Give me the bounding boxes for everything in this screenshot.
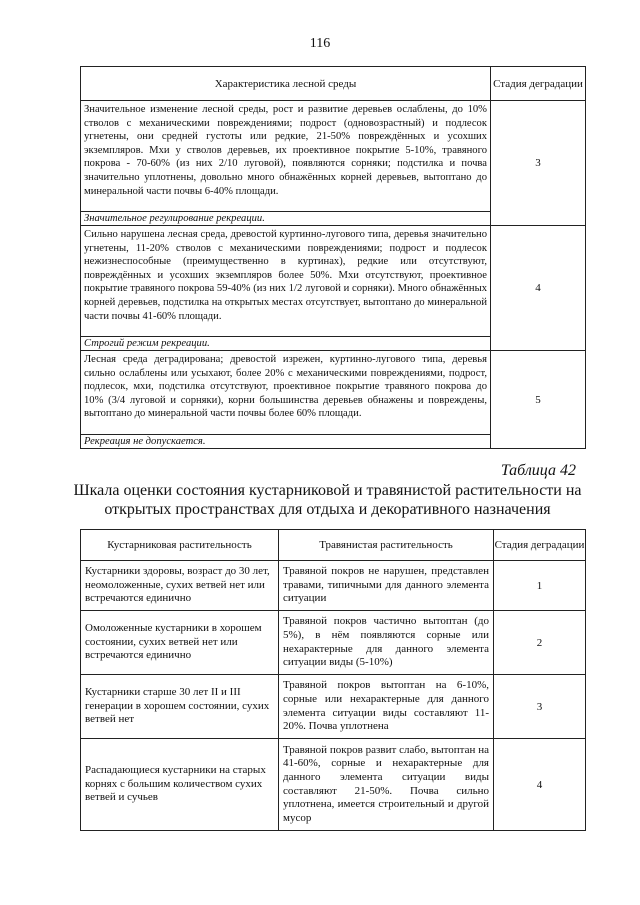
degradation-stage: 1 — [494, 561, 586, 611]
table-row — [81, 675, 586, 739]
table-number-label: Таблица 42 — [500, 462, 576, 479]
table-row — [81, 561, 586, 611]
table-row — [81, 611, 586, 675]
grass-description: Травяной покров вытоптан на 6-10%, сорные или нехарактерные для данного элемента ситуации виды составляют 11-20%. Почва уплотнена — [279, 675, 494, 739]
degradation-stage: 3 — [494, 675, 586, 739]
recreation-note: Строгий режим рекреации. — [81, 337, 491, 351]
table-header-row — [81, 530, 586, 561]
header-degradation-stage: Стадия деградации — [491, 67, 586, 101]
degradation-stage: 4 — [494, 739, 586, 831]
forest-degradation-table — [80, 66, 586, 449]
forest-description: Лесная среда деградирована; древостой изрежен, куртинно-лугового типа, деревья сильно ослаблены или усыхают, более 20% с механическими повреждениями, подрост, подлесок, мхи, подстилка отсутствуют, проективное покрытие травяного покрова до 10% (3/4 луговой и сорняки), корни большинства деревьев обнажены и повреждены, вытоптано до минеральной части почвы более 60% площади. — [81, 351, 491, 435]
header-grass-vegetation: Травянистая растительность — [279, 530, 494, 561]
header-forest-characteristic: Характеристика лесной среды — [81, 67, 491, 101]
forest-description: Значительное изменение лесной среды, рост и развитие деревьев ослаблены, до 10% стволов с механическими повреждениями; подрост (одновозрастный) и подлесок угнетены, они средней густоты или редкие, 21-50% повреждённых и усохших экземпляров. Мхи у стволов деревьев, их проективное покрытие 5-10%, травяного покрова - 70-60% (из них 2/10 луговой), появляются сорняки; подстилка и почва значительно уплотнены, довольно много обнажённых корней деревьев, вытоптано до минеральной части почвы 6-40% площади. — [81, 101, 491, 212]
degradation-stage: 3 — [491, 101, 586, 226]
header-shrub-vegetation: Кустарниковая растительность — [81, 530, 279, 561]
recreation-note: Рекреация не допускается. — [81, 435, 491, 449]
table-row — [81, 226, 586, 337]
shrub-grass-degradation-table — [80, 529, 586, 831]
forest-description: Сильно нарушена лесная среда, древостой куртинно-лугового типа, деревья значительно угнетены, 11-20% стволов с механическими повреждениями; подрост и подлесок нежизнеспособные (преимущественно в куртинах), редкие или отсутствуют, повреждённых и усохших экземпляров более 50%. Мхи отсутствуют, проективное покрытие травяного покрова 59-40% (из них 1/2 луговой и сорняки). Много обнажённых корней деревьев, подстилка на открытых местах отсутствует, вытоптано до минеральной части почвы 41-60% площади. — [81, 226, 491, 337]
table-row — [81, 101, 586, 212]
shrub-description: Омоложенные кустарники в хорошем состоянии, сухих ветвей нет или встречаются единично — [81, 611, 279, 675]
degradation-stage: 2 — [494, 611, 586, 675]
page-number: 116 — [309, 36, 331, 51]
grass-description: Травяной покров развит слабо, вытоптан на 41-60%, сорные и нехарактерные для данного элемента ситуации виды составляют 21-50%. Почва сильно уплотнена, имеется строительный и другой мусор — [279, 739, 494, 831]
table-title: Шкала оценки состояния кустарниковой и травянистой растительности на открытых пространствах для отдыха и декоративного назначения — [73, 482, 582, 518]
table-row — [81, 351, 586, 435]
degradation-stage: 5 — [491, 351, 586, 449]
shrub-description: Кустарники старше 30 лет II и III генерации в хорошем состоянии, сухих ветвей нет — [81, 675, 279, 739]
shrub-description: Кустарники здоровы, возраст до 30 лет, неомоложенные, сухих ветвей нет или встречаются единично — [81, 561, 279, 611]
shrub-description: Распадающиеся кустарники на старых корнях с большим количеством сухих ветвей и сучьев — [81, 739, 279, 831]
degradation-stage: 4 — [491, 226, 586, 351]
grass-description: Травяной покров не нарушен, представлен травами, типичными для данного элемента ситуации — [279, 561, 494, 611]
table-header-row — [81, 67, 586, 101]
table-row — [81, 739, 586, 831]
grass-description: Травяной покров частично вытоптан (до 5%), в нём появляются сорные или нехарактерные для данного элемента ситуации виды (5-10%) — [279, 611, 494, 675]
recreation-note: Значительное регулирование рекреации. — [81, 212, 491, 226]
header-degradation-stage: Стадия деградации — [494, 530, 586, 561]
